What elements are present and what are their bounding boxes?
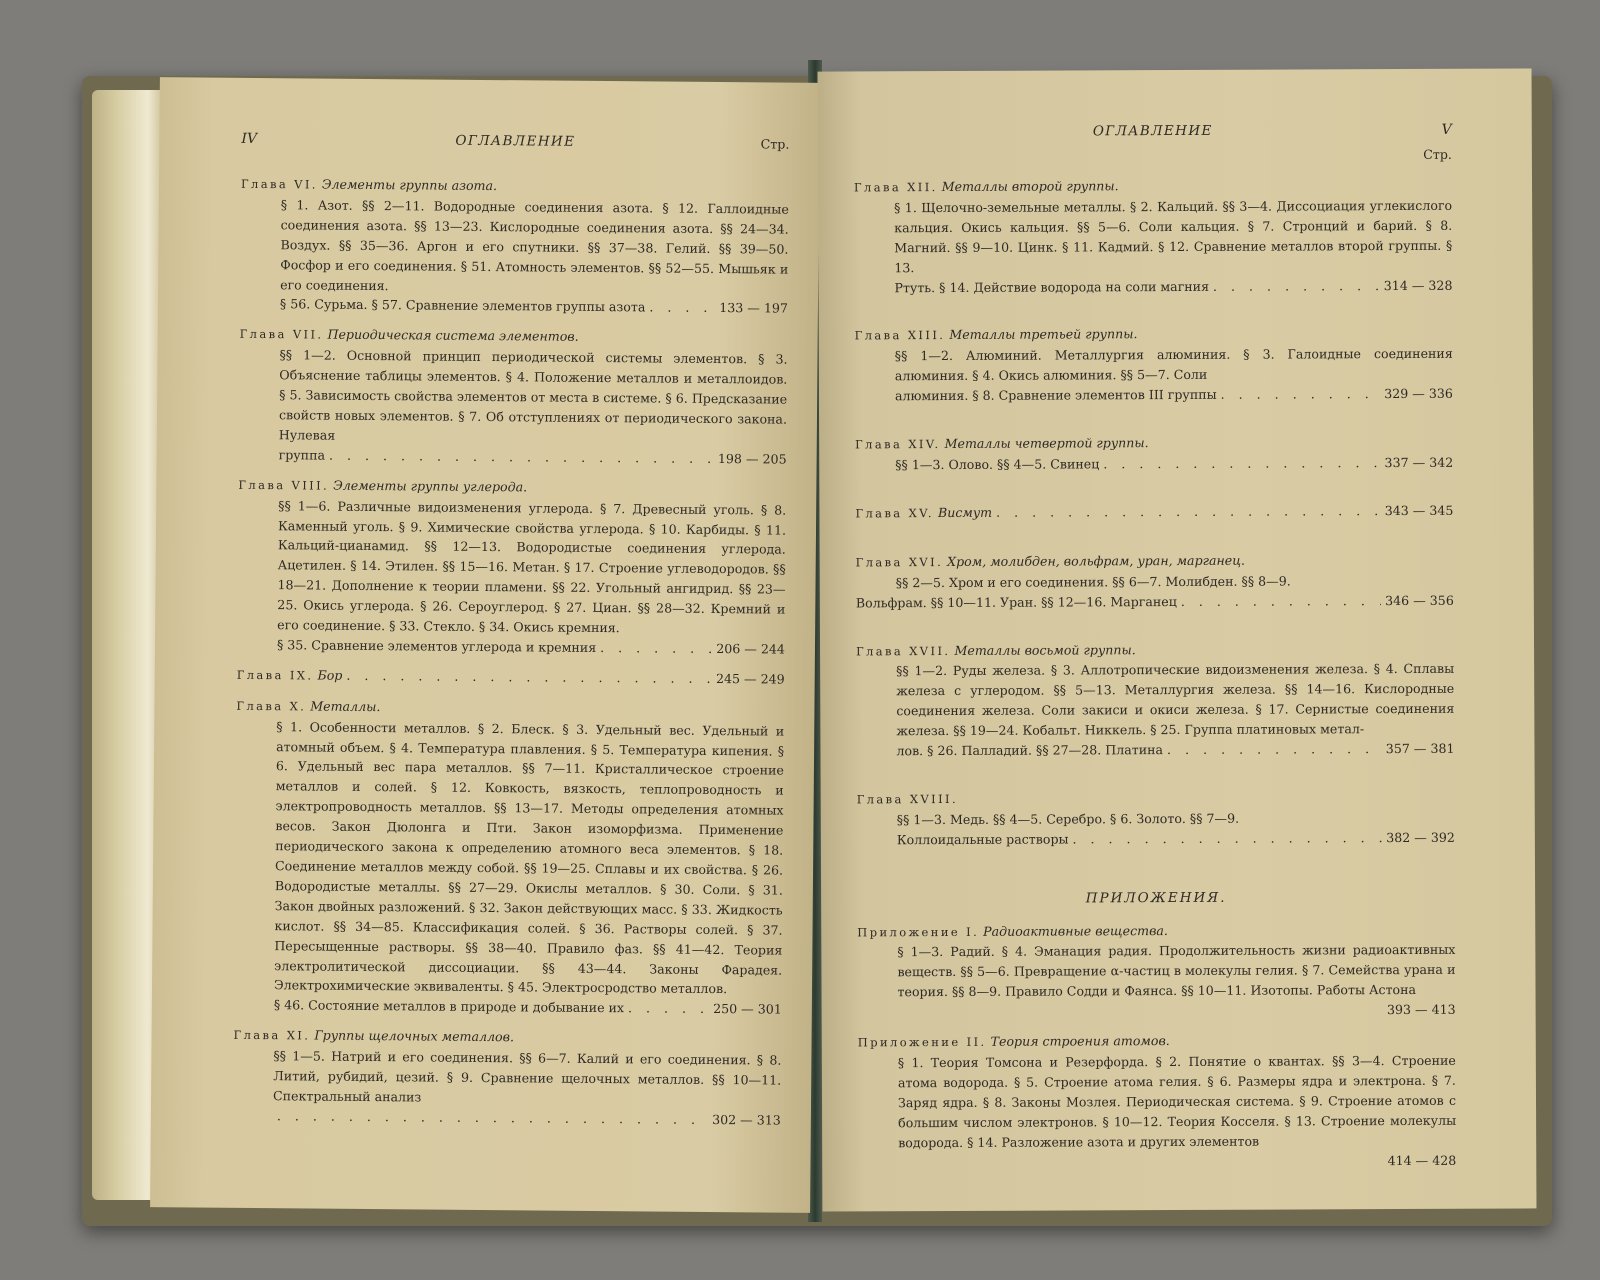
chapter-contents: §§ 1—5. Натрий и его соединения. §§ 6—7. Калий и его соединения. § 8. Литий, рубидий, цезий. § 9. Сравнение щелочных металлов. §§ 10—11. Спектральный анализ [272,1048,782,1105]
leader-dots [1167,739,1382,760]
page-range: 337 — 342 [1384,454,1454,471]
chapter-last-line [855,453,1453,476]
chapter-contents: §§ 1—2. Алюминий. Металлургия алюминия. § 3. Галоидные соединения алюминия. § 4. Окись алюминия. §§ 5—7. Соли [894,346,1453,384]
chapter-contents: § 1. Азот. §§ 2—11. Водородные соединения азота. § 12. Галлоидные соединения азота. §§ 13—23. Кислородные соединения азота. §§ 24—34. Воздух. §§ 35—36. Аргон и его спутники. §§ 37—38. Гелий. §§ 39—50. Фосфор и его соединения. § 51. Атомность элементов. §§ 52—55. Мышьяк и его соединения. [280,197,789,293]
chapter-name: Металлы второй группы. [941,178,1119,195]
page-range: 302 — 313 [712,1111,781,1128]
chapter-heading [854,175,1452,199]
page-range: 346 — 356 [1385,592,1454,608]
leader-dots [1221,384,1381,405]
chapter-contents: § 1. Особенности металлов. § 2. Блеск. § 3. Удельный вес. Удельный и атомный объем. § 4. Температура плавления. § 5. Температура кипения. § 6. Удельный вес пара металлов. §§ 7—11. Кристаллическое строение металлов и солей. § 12. Ковкость, вязкость, теплопроводность и электропроводность металлов. §§ 13—17. Методы определения атомных весов. Закон Дюлонга и Пти. Закон изоморфизма. Применение периодического закона к определению атомного веса элементов. § 18. Соединение металлов между собой. §§ 19—25. Сплавы и их свойства. § 26. Водородистые металлы. §§ 27—29. Окислы металлов. § 30. Соли. § 31. Закон двойных разложений. § 32. Закон действующих масс. § 33. Жидкость кислот. §§ 34—85. Классификация солей. § 36. Растворы солей. § 37. Пересыщенные растворы. §§ 38—40. Правило фаз. §§ 41—42. Теория электролитической диссоциации. §§ 43—44. Законы Фарадея. Электрохимические эквиваленты. § 45. Электросродство металлов. [273,718,785,997]
leader-dots [628,999,709,1020]
chapter-last-text: алюминия. § 8. Сравнение элементов III группы [894,386,1217,404]
chapter-name: Металлы четвертой группы. [944,435,1149,452]
chapter-last-line [856,590,1454,613]
page-range: 206 — 244 [716,640,786,657]
chapter-last-line [237,635,785,660]
leader-dots [1072,828,1382,849]
leader-dots [996,501,1381,523]
toc-entry [237,475,787,660]
toc-entry [855,501,1453,525]
chapter-name: Элементы группы азота. [321,176,498,194]
toc-entry [855,432,1453,475]
toc-entry [240,174,789,319]
page-range: 133 — 197 [719,300,789,317]
appendix-contents: § 1. Теория Томсона и Резерфорда. § 2. Понятие о квантах. §§ 3—4. Строение атома водорода. § 5. Строение атома гелия. § 6. Размеры ядра и электрона. § 7. Заряд ядра. § 8. Законы Мозлея. Периодическая система. § 9. Строение атомов с большим числом электронов. § 10—12. Теория Косселя. § 13. Строение молекулы водорода. § 14. Разложение азота и других элементов [897,1052,1457,1150]
chapter-name: Металлы. [310,698,381,714]
chapter-last-line [240,294,788,319]
chapter-name: Хром, молибден, вольфрам, уран, марганец. [947,552,1246,569]
chapter-contents: §§ 2—5. Хром и его соединения. §§ 6—7. Молибден. §§ 8—9. [895,573,1291,590]
chapter-label: Глава VI. [240,176,318,192]
chapter-heading [857,787,1455,811]
chapter-name: Висмут [937,504,993,520]
appendix-entry [857,919,1455,1022]
chapter-label: Глава IX. [236,667,314,683]
left-header-title: ОГЛАВЛЕНИЕ [455,132,576,150]
page-range: 250 — 301 [713,1001,782,1017]
chapter-label: Глава XVII. [856,643,951,658]
page-range: 343 — 345 [1384,502,1454,518]
chapter-contents: § 1. Щелочно-земельные металлы. § 2. Кальций. §§ 3—4. Диссоциация углекислого кальция. Окись кальция. §§ 5—6. Соли кальция. § 7. Стронций и барий. § 8. Магний. §§ 9—10. Цинк. § 11. Кадмий. § 12. Сравнение металлов второй группы. § 13. [894,197,1453,275]
chapter-label: Глава X. [236,698,307,714]
leader-dots [329,445,714,468]
chapter-last-text: § 35. Сравнение элементов углерода и кремния [276,637,597,655]
chapter-name: Бор [317,667,343,683]
right-page-number: V [1441,121,1452,138]
right-header-title: ОГЛАВЛЕНИЕ [1092,122,1213,140]
leader-dots [649,298,715,318]
appendices-title: ПРИЛОЖЕНИЯ. [1085,889,1227,907]
leader-dots [277,1106,708,1130]
chapter-name: Металлы восьмой группы. [954,641,1136,658]
toc-entry [854,175,1453,298]
chapter-last-line [239,445,787,470]
chapter-last-text: Ртуть. § 14. Действие водорода на соли магния [894,278,1210,295]
toc-entry [239,324,788,469]
chapter-label: Глава XIV. [855,437,941,452]
toc-entry [855,323,1453,406]
leader-dots [600,638,712,659]
page-range: 329 — 336 [1384,385,1453,402]
appendix-page-range: 393 — 413 [1386,1001,1456,1018]
toc-entry [234,696,785,1020]
right-running-head [854,121,1452,146]
right-page-col-label: Стр. [1423,146,1452,162]
chapter-label: Глава XVI. [855,554,944,570]
left-page [150,77,820,1213]
chapter-name: Периодическая система элементов. [327,326,579,345]
left-page-number: IV [241,130,258,147]
chapter-last-line [854,275,1452,298]
chapter-name: Группы щелочных металлов. [314,1027,515,1045]
leader-dots [1213,276,1380,297]
chapter-label: Глава XVIII. [856,791,959,807]
leader-dots [1181,591,1381,612]
chapter-label: Глава XI. [233,1028,311,1043]
appendix-label: Приложение II. [857,1034,987,1050]
appendix-label: Приложение I. [857,924,980,939]
right-page [818,68,1537,1211]
page-range: 357 — 381 [1385,740,1455,757]
chapter-heading [237,665,785,691]
chapter-last-line [234,995,782,1020]
chapter-label: Глава XII. [853,180,938,195]
chapter-last-text: §§ 1—3. Олово. §§ 4—5. Свинец [895,456,1100,473]
appendix-heading [858,1030,1456,1054]
chapter-last-text: группа [278,446,326,463]
page-range: 245 — 249 [715,670,785,687]
leader-dots [1103,453,1380,474]
chapter-last-text: Коллоидальные растворы [896,831,1069,847]
chapter-label: Глава VIII. [238,477,330,493]
chapter-contents: §§ 1—6. Различные видоизменения углерода. § 7. Древесный уголь. § 8. Каменный уголь. § 9. Химические свойства углерода. § 10. Карбиды. § 11. Кальций-цианамид. §§ 12—13. Водородистые соединения углерода. Ацетилен. § 14. Этилен. §§ 15—16. Метан. § 17. Строение углеводородов. §§ 18—21. Дополнение к теории пламени. §§ 22. Угольный ангидрид. §§ 23—25. Окись углерода. § 26. Сероуглерод. § 27. Циан. §§ 28—32. Кремний и его соединение. § 33. Стекло. § 34. Окись кремния. [277,497,787,636]
page-range: 314 — 328 [1383,277,1453,293]
toc-entry [237,665,785,691]
chapter-last-text: § 56. Сурьма. § 57. Сравнение элементов группы азота [279,296,646,315]
appendix-name: Теория строения атомов. [990,1033,1170,1049]
chapter-last-text: § 46. Состояние металлов в природе и добывание их [273,997,625,1016]
chapter-label: Глава XV. [855,505,934,521]
toc-entry [233,1025,782,1130]
chapter-label: Глава VII. [239,327,324,342]
chapter-heading [855,432,1453,456]
toc-entry [856,638,1455,761]
appendix-contents: § 1—3. Радий. § 4. Эманация радия. Продолжительность жизни радиоактивных веществ. §§ 5—6. Превращение α-частиц в молекулы гелия. § 7. Семейства урана и теория. §§ 8—9. Правило Содди и Фаянса. §§ 10—11. Изотопы. Работы Астона [897,942,1456,1000]
chapter-label: Глава XIII. [854,328,946,343]
appendix-entry [858,1030,1457,1173]
page-range: 198 — 205 [717,450,787,467]
chapter-name: Элементы группы углерода. [333,477,528,495]
chapter-heading [855,501,1453,525]
appendix-page-range: 414 — 428 [1387,1152,1457,1168]
chapter-last-line [233,1106,781,1131]
chapter-name: Металлы третьей группы. [949,326,1138,343]
appendix-heading [857,919,1455,943]
toc-entry [856,550,1454,613]
chapter-last-text: Вольфрам. §§ 10—11. Уран. §§ 12—16. Марганец [855,593,1177,610]
chapter-last-line [855,384,1453,407]
chapter-heading [856,638,1454,662]
page-range: 382 — 392 [1386,829,1455,845]
left-running-head [241,130,789,157]
chapter-last-line [856,739,1454,762]
leader-dots [346,666,712,689]
chapter-last-text: лов. § 26. Палладий. §§ 27—28. Платина [896,742,1164,759]
appendix-name: Радиоактивные вещества. [983,922,1168,939]
chapter-contents: §§ 1—2. Основной принцип периодической системы элементов. § 3. Объяснение таблицы элементов. § 4. Положение металлов и металлоидов. § 5. Зависимость свойства элементов от места в системе. § 6. Предсказание свойств новых элементов. § 7. Об отступлениях от периодического закона. Нулевая [278,347,788,443]
chapter-contents: §§ 1—2. Руды железа. § 3. Аллотропические видоизменения железа. § 4. Сплавы железа с углеродом. §§ 5—13. Металлургия железа. §§ 14—16. Кислородные соединения железа. Соли закиси и окиси железа. § 17. Сернистые соединения железа. §§ 19—24. Кобальт. Никкель. § 25. Группа платиновых метал- [896,661,1455,739]
left-page-col-label: Стр. [760,136,790,152]
chapter-heading [855,323,1453,347]
chapter-last-line [857,828,1455,851]
toc-entry [857,787,1455,850]
chapter-heading [856,550,1454,574]
chapter-contents: §§ 1—3. Медь. §§ 4—5. Серебро. § 6. Золото. §§ 7—9. [896,810,1240,828]
